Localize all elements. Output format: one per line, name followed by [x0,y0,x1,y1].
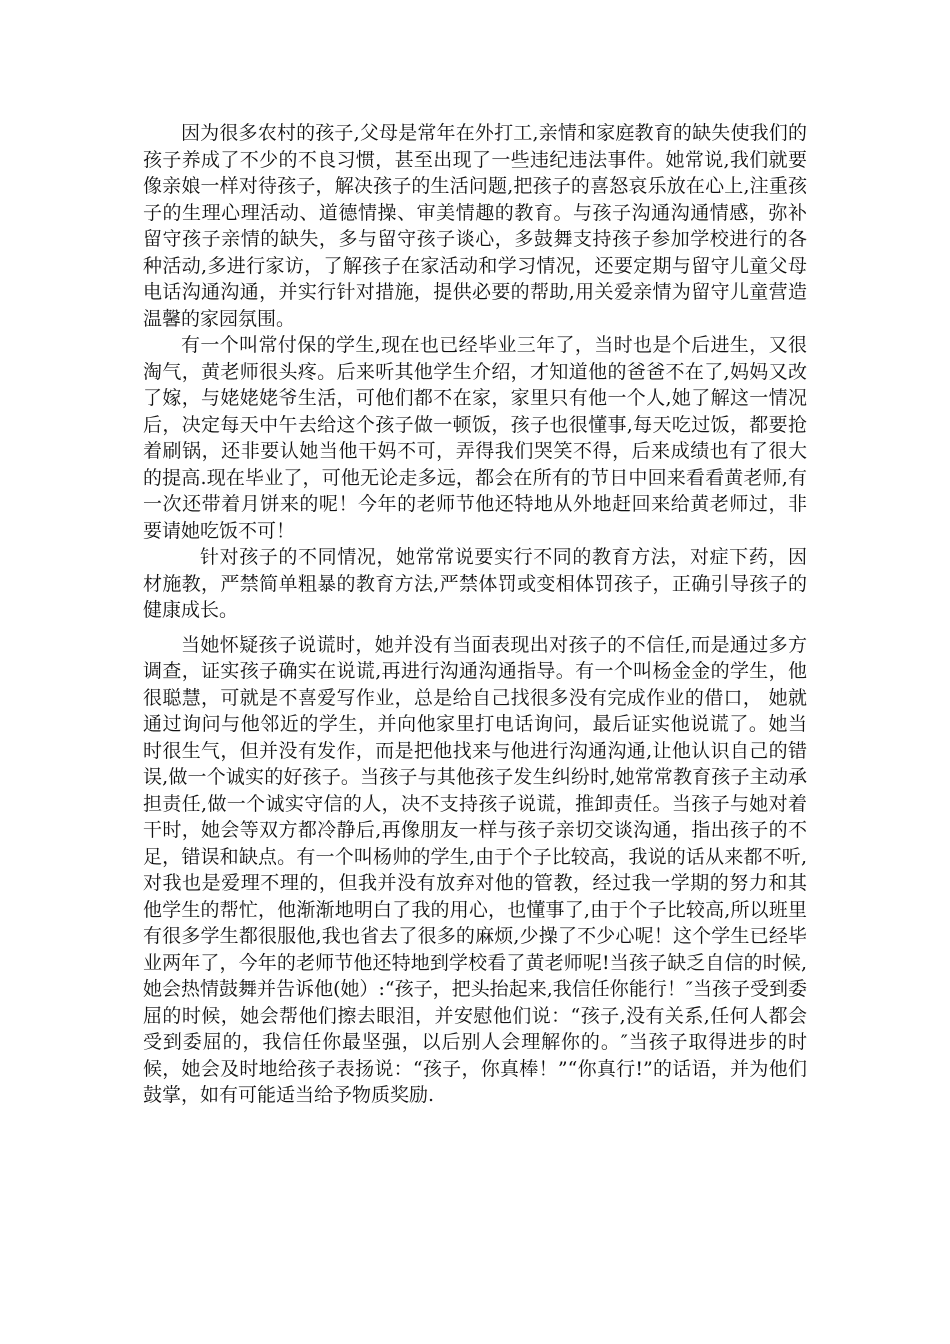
document-body [143,120,807,1109]
paragraph-1: 因为很多农村的孩子,父母是常年在外打工,亲情和家庭教育的缺失使我们的孩子养成了不少的不良习惯，甚至出现了一些违纪违法事件。她常说,我们就要像亲娘一样对待孩子，解决孩子的生活问题,把孩子的喜怒哀乐放在心上,注重孩子的生理心理活动、道德情操、审美情趣的教育。与孩子沟通沟通情感，弥补留守孩子亲情的缺失，多与留守孩子谈心，多鼓舞支持孩子参加学校进行的各种活动,多进行家访，了解孩子在家活动和学习情况，还要定期与留守儿童父母电话沟通沟通，并实行针对措施，提供必要的帮助,用关爱亲情为留守儿童营造温馨的家园氛围。 [143,122,807,330]
paragraph-4: 当她怀疑孩子说谎时，她并没有当面表现出对孩子的不信任,而是通过多方调查，证实孩子确实在说谎,再进行沟通沟通指导。有一个叫杨金金的学生，他很聪慧，可就是不喜爱写作业，总是给自己找很多没有完成作业的借口， 她就通过询问与他邻近的学生，并向他家里打电话询问，最后证实他说谎了。她当时很生气，但并没有发作，而是把他找来与他进行沟通沟通,让他认识自己的错误,做一个诚实的好孩子。当孩子与其他孩子发生纠纷时,她常常教育孩子主动承担责任,做一个诚实守信的人，决不支持孩子说谎，推卸责任。当孩子与她对着干时，她会等双方都冷静后,再像朋友一样与孩子亲切交谈沟通，指出孩子的不足，错误和缺点。有一个叫杨帅的学生,由于个子比较高，我说的话从来都不听,对我也是爱理不理的，但我并没有放弃对他的管教，经过我一学期的努力和其他学生的帮忙，他渐渐地明白了我的用心，也懂事了,由于个子比较高,所以班里有很多学生都很服他,我也省去了很多的麻烦,少操了不少心呢！这个学生已经毕业两年了，今年的老师节他还特地到学校看了黄老师呢!当孩子缺乏自信的时候,她会热情鼓舞并告诉他(她）:“孩子，把头抬起来,我信任你能行！″当孩子受到委屈的时候，她会帮他们擦去眼泪，并安慰他们说：“孩子,没有关系,任何人都会受到委屈的，我信任你最坚强，以后别人会理解你的。″当孩子取得进步的时候，她会及时地给孩子表扬说：“孩子，你真棒！”“你真行!”的话语，并为他们鼓掌，如有可能适当给予物质奖励. [143,633,807,1106]
paragraph-2: 有一个叫常付保的学生,现在也已经毕业三年了，当时也是个后进生，又很淘气，黄老师很头疼。后来听其他学生介绍，才知道他的爸爸不在了,妈妈又改了嫁，与姥姥姥爷生活，可他们都不在家，家里只有他一个人,她了解这一情况后，决定每天中午去给这个孩子做一顿饭，孩子也很懂事,每天吃过饭，都要抢着刷锅，还非要认她当他干妈不可，弄得我们哭笑不得，后来成绩也有了很大的提高.现在毕业了，可他无论走多远，都会在所有的节日中回来看看黄老师,有一次还带着月饼来的呢！今年的老师节他还特地从外地赶回来给黄老师过，非要请她吃饭不可！ [143,334,807,542]
paragraph-3: 针对孩子的不同情况，她常常说要实行不同的教育方法，对症下药，因材施教，严禁简单粗暴的教育方法,严禁体罚或变相体罚孩子，正确引导孩子的健康成长。 [143,546,807,621]
